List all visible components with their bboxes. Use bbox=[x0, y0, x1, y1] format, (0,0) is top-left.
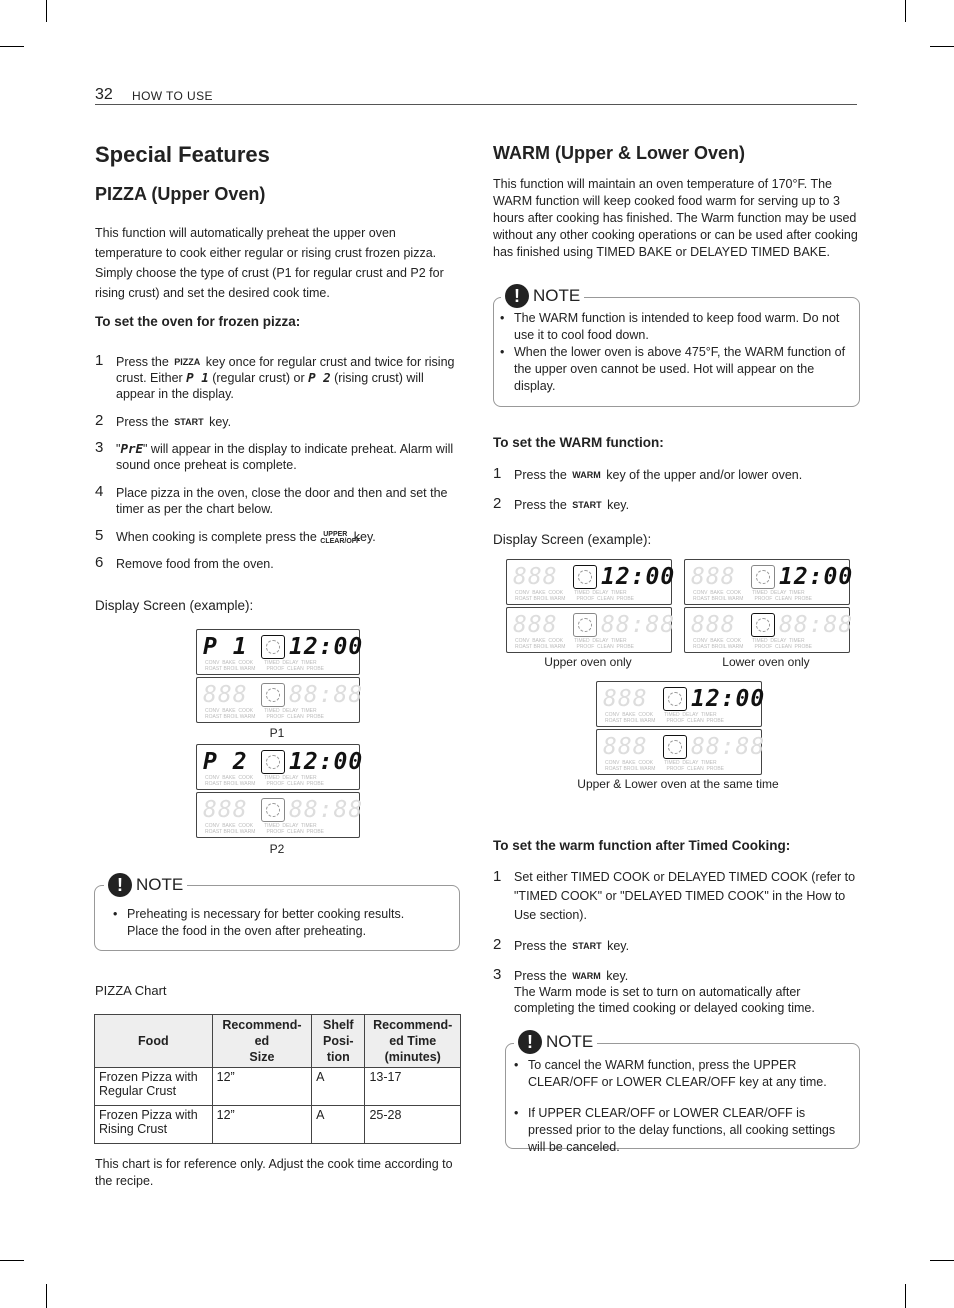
caption-p1: P1 bbox=[269, 726, 285, 740]
warning-icon: ! bbox=[518, 1030, 542, 1054]
fan-icon bbox=[261, 635, 285, 659]
warm-note1-item: • The WARM function is intended to keep food warm. Do not use it to cool food down. bbox=[514, 310, 846, 344]
warning-icon: ! bbox=[505, 284, 529, 308]
fan-icon bbox=[751, 613, 775, 637]
section-title: HOW TO USE bbox=[132, 89, 213, 103]
warm-display-heading: Display Screen (example): bbox=[493, 532, 652, 547]
pizza-note-item: • Preheating is necessary for better cooking results. Place the food in the oven after preheating. bbox=[127, 906, 437, 940]
page-title: Special Features bbox=[95, 142, 270, 167]
pizza-note-header: ! NOTE bbox=[104, 873, 187, 897]
pizza-steps-heading: To set the oven for frozen pizza: bbox=[95, 314, 301, 329]
header-rule bbox=[95, 104, 857, 105]
start-key-icon: START bbox=[174, 417, 204, 428]
pizza-chart-table: Food Recommend- ed Size Shelf Posi- tion Recommend- ed Time (minutes) Frozen Pizza with Regular Crust 12” A 13-17 Frozen Pizza with Rising Crust 12” A 25-28 bbox=[94, 1014, 461, 1144]
fan-icon bbox=[261, 750, 285, 774]
pizza-intro: This function will automatically preheat the upper oven temperature to cook either regular or rising crust frozen pizza. Simply choose the type of crust (P1 for regular crust and P2 for rising crust) and set the desired cook time. bbox=[95, 226, 444, 300]
display-both-bottom: 888 88:88 CONV BAKE COOK TIMED DELAY TIMER ROAST BROIL WARM PROOF CLEAN PROBE bbox=[596, 729, 762, 775]
caption-p2: P2 bbox=[269, 842, 285, 856]
start-key-icon: START bbox=[572, 500, 602, 511]
fan-icon bbox=[261, 683, 285, 707]
fan-icon bbox=[663, 735, 687, 759]
pizza-chart-heading: PIZZA Chart bbox=[95, 983, 167, 998]
crop-mark bbox=[905, 0, 906, 22]
pizza-display-heading: Display Screen (example): bbox=[95, 598, 254, 613]
warm-note2-item: • If UPPER CLEAR/OFF or LOWER CLEAR/OFF is pressed prior to the delay functions, all cooking settings will be canceled. bbox=[528, 1105, 838, 1156]
display-upper-p1: P 1 12:00 CONV BAKE COOK TIMED DELAY TIMER ROAST BROIL WARM PROOF CLEAN PROBE bbox=[196, 629, 360, 675]
warm-intro: This function will maintain an oven temperature of 170°F. The WARM function will keep cooked food warm for serving up to 3 hours after cooking has finished. The Warm function may be used without any other cooking operations or can be used after cooking has finished using TIMED BAKE or DELAYED TIMED BAKE. bbox=[493, 177, 858, 259]
warm-note2-item: • To cancel the WARM function, press the UPPER CLEAR/OFF or LOWER CLEAR/OFF key at any time. bbox=[528, 1057, 838, 1091]
warm-note1-header: ! NOTE bbox=[501, 284, 584, 308]
caption-upper-only: Upper oven only bbox=[544, 655, 632, 669]
crop-mark bbox=[0, 1260, 24, 1261]
display-lower-p1: 888 88:88 CONV BAKE COOK TIMED DELAY TIMER ROAST BROIL WARM PROOF CLEAN PROBE bbox=[196, 677, 360, 723]
pizza-footnote: This chart is for reference only. Adjust the cook time according to the recipe. bbox=[95, 1157, 453, 1188]
pizza-key-icon: PIZZA bbox=[174, 357, 201, 368]
fan-icon bbox=[573, 613, 597, 637]
fan-icon bbox=[663, 687, 687, 711]
crop-mark bbox=[46, 0, 47, 22]
start-key-icon: START bbox=[572, 941, 602, 952]
warm-key-icon: WARM bbox=[572, 971, 601, 982]
display-upper-only-bottom: 888 88:88 CONV BAKE COOK TIMED DELAY TIMER ROAST BROIL WARM PROOF CLEAN PROBE bbox=[506, 607, 672, 653]
page-number: 32 bbox=[95, 86, 113, 103]
crop-mark bbox=[0, 46, 24, 47]
crop-mark bbox=[46, 1284, 47, 1308]
display-lower-p2: 888 88:88 CONV BAKE COOK TIMED DELAY TIMER ROAST BROIL WARM PROOF CLEAN PROBE bbox=[196, 792, 360, 838]
fan-icon bbox=[751, 565, 775, 589]
warm-timed-heading: To set the warm function after Timed Cooking: bbox=[493, 838, 791, 853]
crop-mark bbox=[930, 1260, 954, 1261]
fan-icon bbox=[261, 798, 285, 822]
warm-note2-header: ! NOTE bbox=[514, 1030, 597, 1054]
display-lower-only-bottom: 888 88:88 CONV BAKE COOK TIMED DELAY TIMER ROAST BROIL WARM PROOF CLEAN PROBE bbox=[684, 607, 850, 653]
warm-heading: WARM (Upper & Lower Oven) bbox=[493, 143, 746, 163]
crop-mark bbox=[930, 46, 954, 47]
pizza-heading: PIZZA (Upper Oven) bbox=[95, 184, 266, 204]
display-both-top: 888 12:00 CONV BAKE COOK TIMED DELAY TIMER ROAST BROIL WARM PROOF CLEAN PROBE bbox=[596, 681, 762, 727]
display-upper-p2: P 2 12:00 CONV BAKE COOK TIMED DELAY TIMER ROAST BROIL WARM PROOF CLEAN PROBE bbox=[196, 744, 360, 790]
table-row: Frozen Pizza with Regular Crust 12” A 13-17 bbox=[95, 1068, 461, 1106]
warning-icon: ! bbox=[108, 873, 132, 897]
warm-key-icon: WARM bbox=[572, 470, 601, 481]
table-row: Frozen Pizza with Rising Crust 12” A 25-28 bbox=[95, 1106, 461, 1144]
fan-icon bbox=[573, 565, 597, 589]
warm-steps-heading: To set the WARM function: bbox=[493, 435, 664, 450]
crop-mark bbox=[905, 1284, 906, 1308]
caption-lower-only: Lower oven only bbox=[722, 655, 810, 669]
caption-both: Upper & Lower oven at the same time bbox=[577, 777, 779, 791]
upper-clear-off-key-icon: UPPER CLEAR/OFF bbox=[320, 530, 361, 545]
warm-note1-item: • When the lower oven is above 475°F, the WARM function of the upper oven cannot be used. Hot will appear on the display. bbox=[514, 344, 846, 395]
display-lower-only-top: 888 12:00 CONV BAKE COOK TIMED DELAY TIMER ROAST BROIL WARM PROOF CLEAN PROBE bbox=[684, 559, 850, 605]
display-upper-only-top: 888 12:00 CONV BAKE COOK TIMED DELAY TIMER ROAST BROIL WARM PROOF CLEAN PROBE bbox=[506, 559, 672, 605]
